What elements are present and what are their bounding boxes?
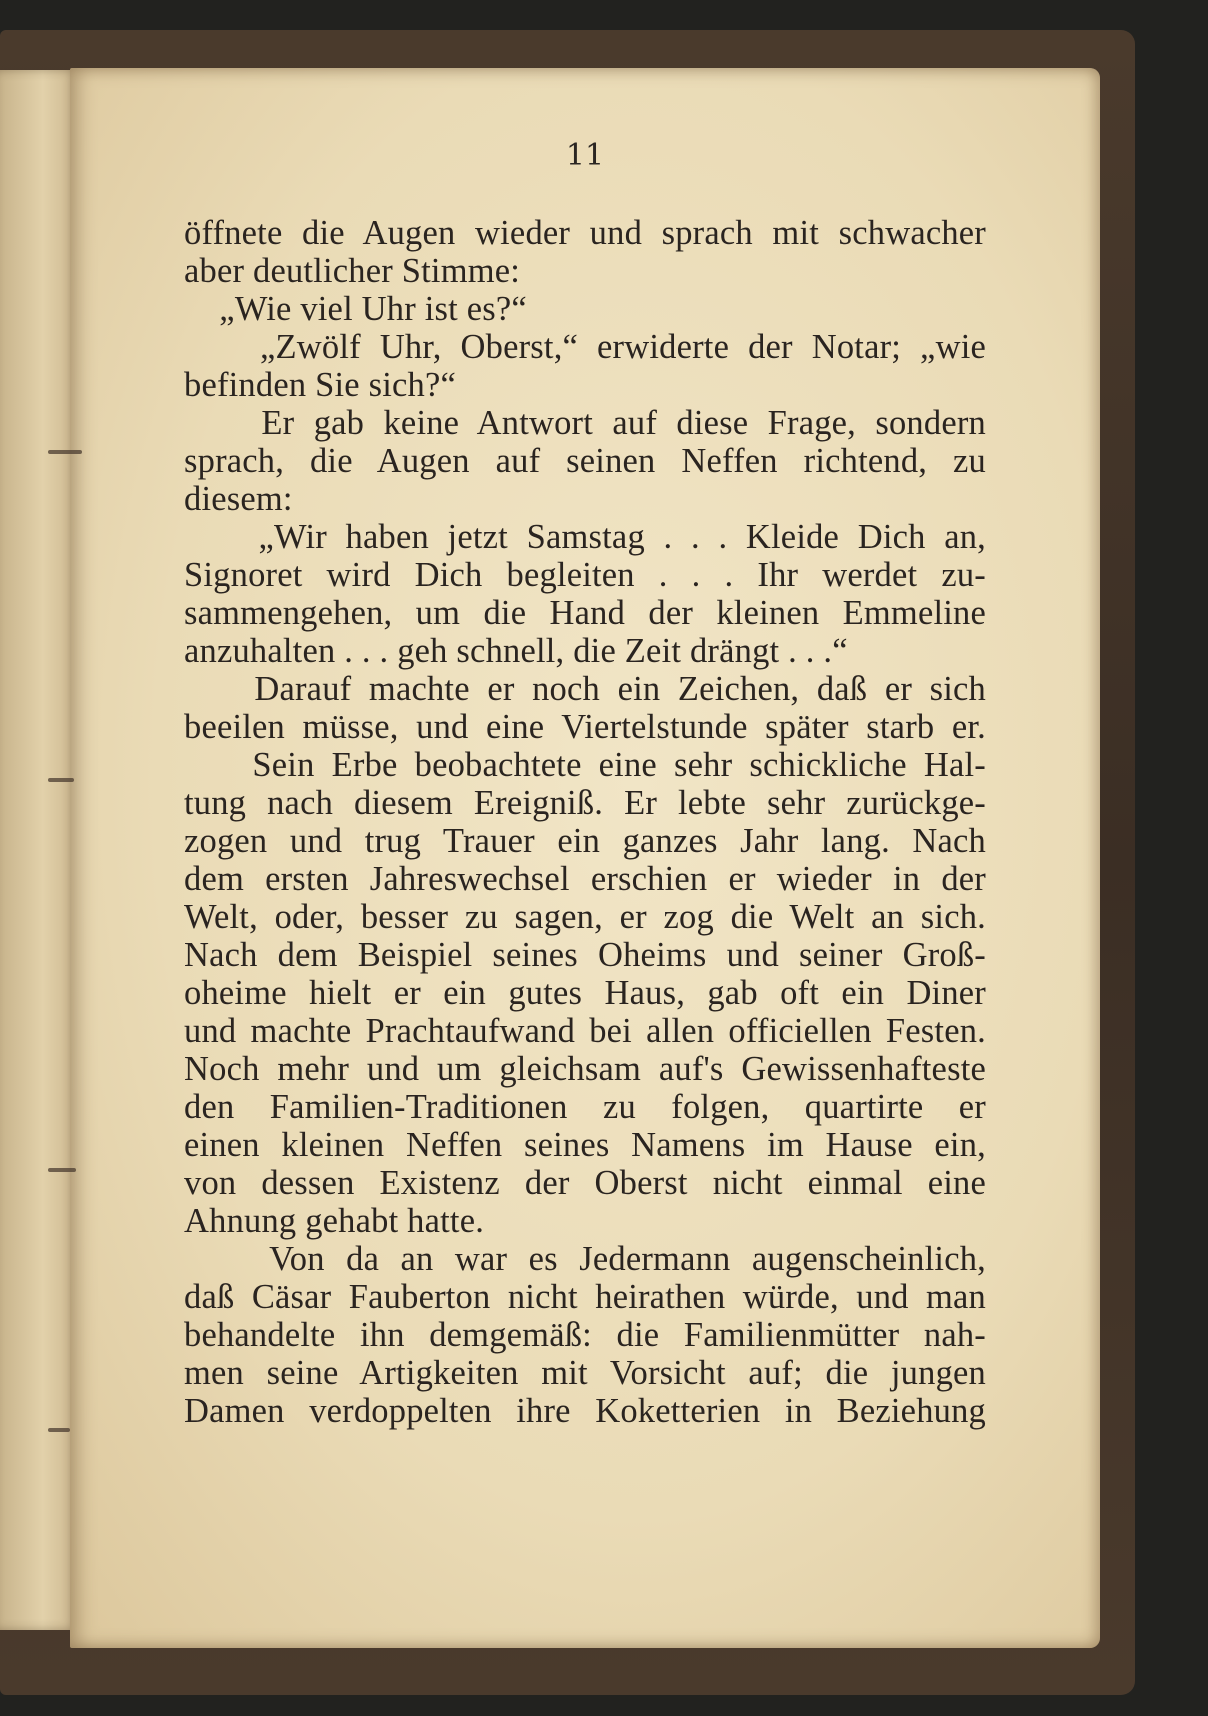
text-line: „Wie viel Uhr ist es?“ [184,290,527,328]
text-line: Signoret wird Dich begleiten . . . Ihr werdet zu- [184,556,986,594]
text-line: einen kleinen Neffen seines Namens im Hause ein, [184,1126,986,1164]
text-line: Sein Erbe beobachtete eine sehr schickliche Hal- [184,746,986,784]
text-line: anzuhalten . . . geh schnell, die Zeit drängt . . .“ [184,632,848,670]
margin-mark [48,450,82,454]
text-line: Er gab keine Antwort auf diese Frage, sondern [184,404,986,442]
text-line: behandelte ihn demgemäß: die Familienmütter nah- [184,1316,986,1354]
text-line: Noch mehr und um gleichsam auf's Gewissenhafteste [184,1050,986,1088]
text-line: sprach, die Augen auf seinen Neffen richtend, zu [184,442,986,480]
text-line: sammengehen, um die Hand der kleinen Emmeline [184,594,986,632]
page-number: 11 [565,138,605,173]
text-line: Von da an war es Jedermann augenscheinlich, [184,1240,986,1278]
margin-mark [48,1428,70,1432]
text-line: den Familien-Traditionen zu folgen, quartirte er [184,1088,986,1126]
text-line: oheime hielt er ein gutes Haus, gab oft ein Diner [184,974,986,1012]
text-line: diesem: [184,480,293,518]
text-line: Ahnung gehabt hatte. [184,1202,485,1240]
margin-mark [48,778,74,782]
text-line: beeilen müsse, und eine Viertelstunde später starb er. [184,708,986,746]
margin-mark [48,1168,76,1172]
text-line: öffnete die Augen wieder und sprach mit schwacher [184,214,986,252]
text-line: daß Cäsar Fauberton nicht heirathen würde, und man [184,1278,986,1316]
text-line: Welt, oder, besser zu sagen, er zog die Welt an sich. [184,898,986,936]
text-line: Nach dem Beispiel seines Oheims und seiner Groß- [184,936,986,974]
body-text [184,214,986,1430]
text-line: „Zwölf Uhr, Oberst,“ erwiderte der Notar; „wie [184,328,986,366]
text-line: tung nach diesem Ereigniß. Er lebte sehr zurückge- [184,784,986,822]
text-line: befinden Sie sich?“ [184,366,457,404]
text-line: aber deutlicher Stimme: [184,252,521,290]
text-line: und machte Prachtaufwand bei allen officiellen Festen. [184,1012,986,1050]
left-page-edge [0,70,78,1630]
text-line: dem ersten Jahreswechsel erschien er wieder in der [184,860,986,898]
text-line: zogen und trug Trauer ein ganzes Jahr lang. Nach [184,822,986,860]
text-line: Darauf machte er noch ein Zeichen, daß er sich [184,670,986,708]
text-line: von dessen Existenz der Oberst nicht einmal eine [184,1164,986,1202]
text-line: men seine Artigkeiten mit Vorsicht auf; die jungen [184,1354,986,1392]
text-line: Damen verdoppelten ihre Koketterien in Beziehung [184,1392,986,1430]
text-line: „Wir haben jetzt Samstag . . . Kleide Dich an, [184,518,986,556]
